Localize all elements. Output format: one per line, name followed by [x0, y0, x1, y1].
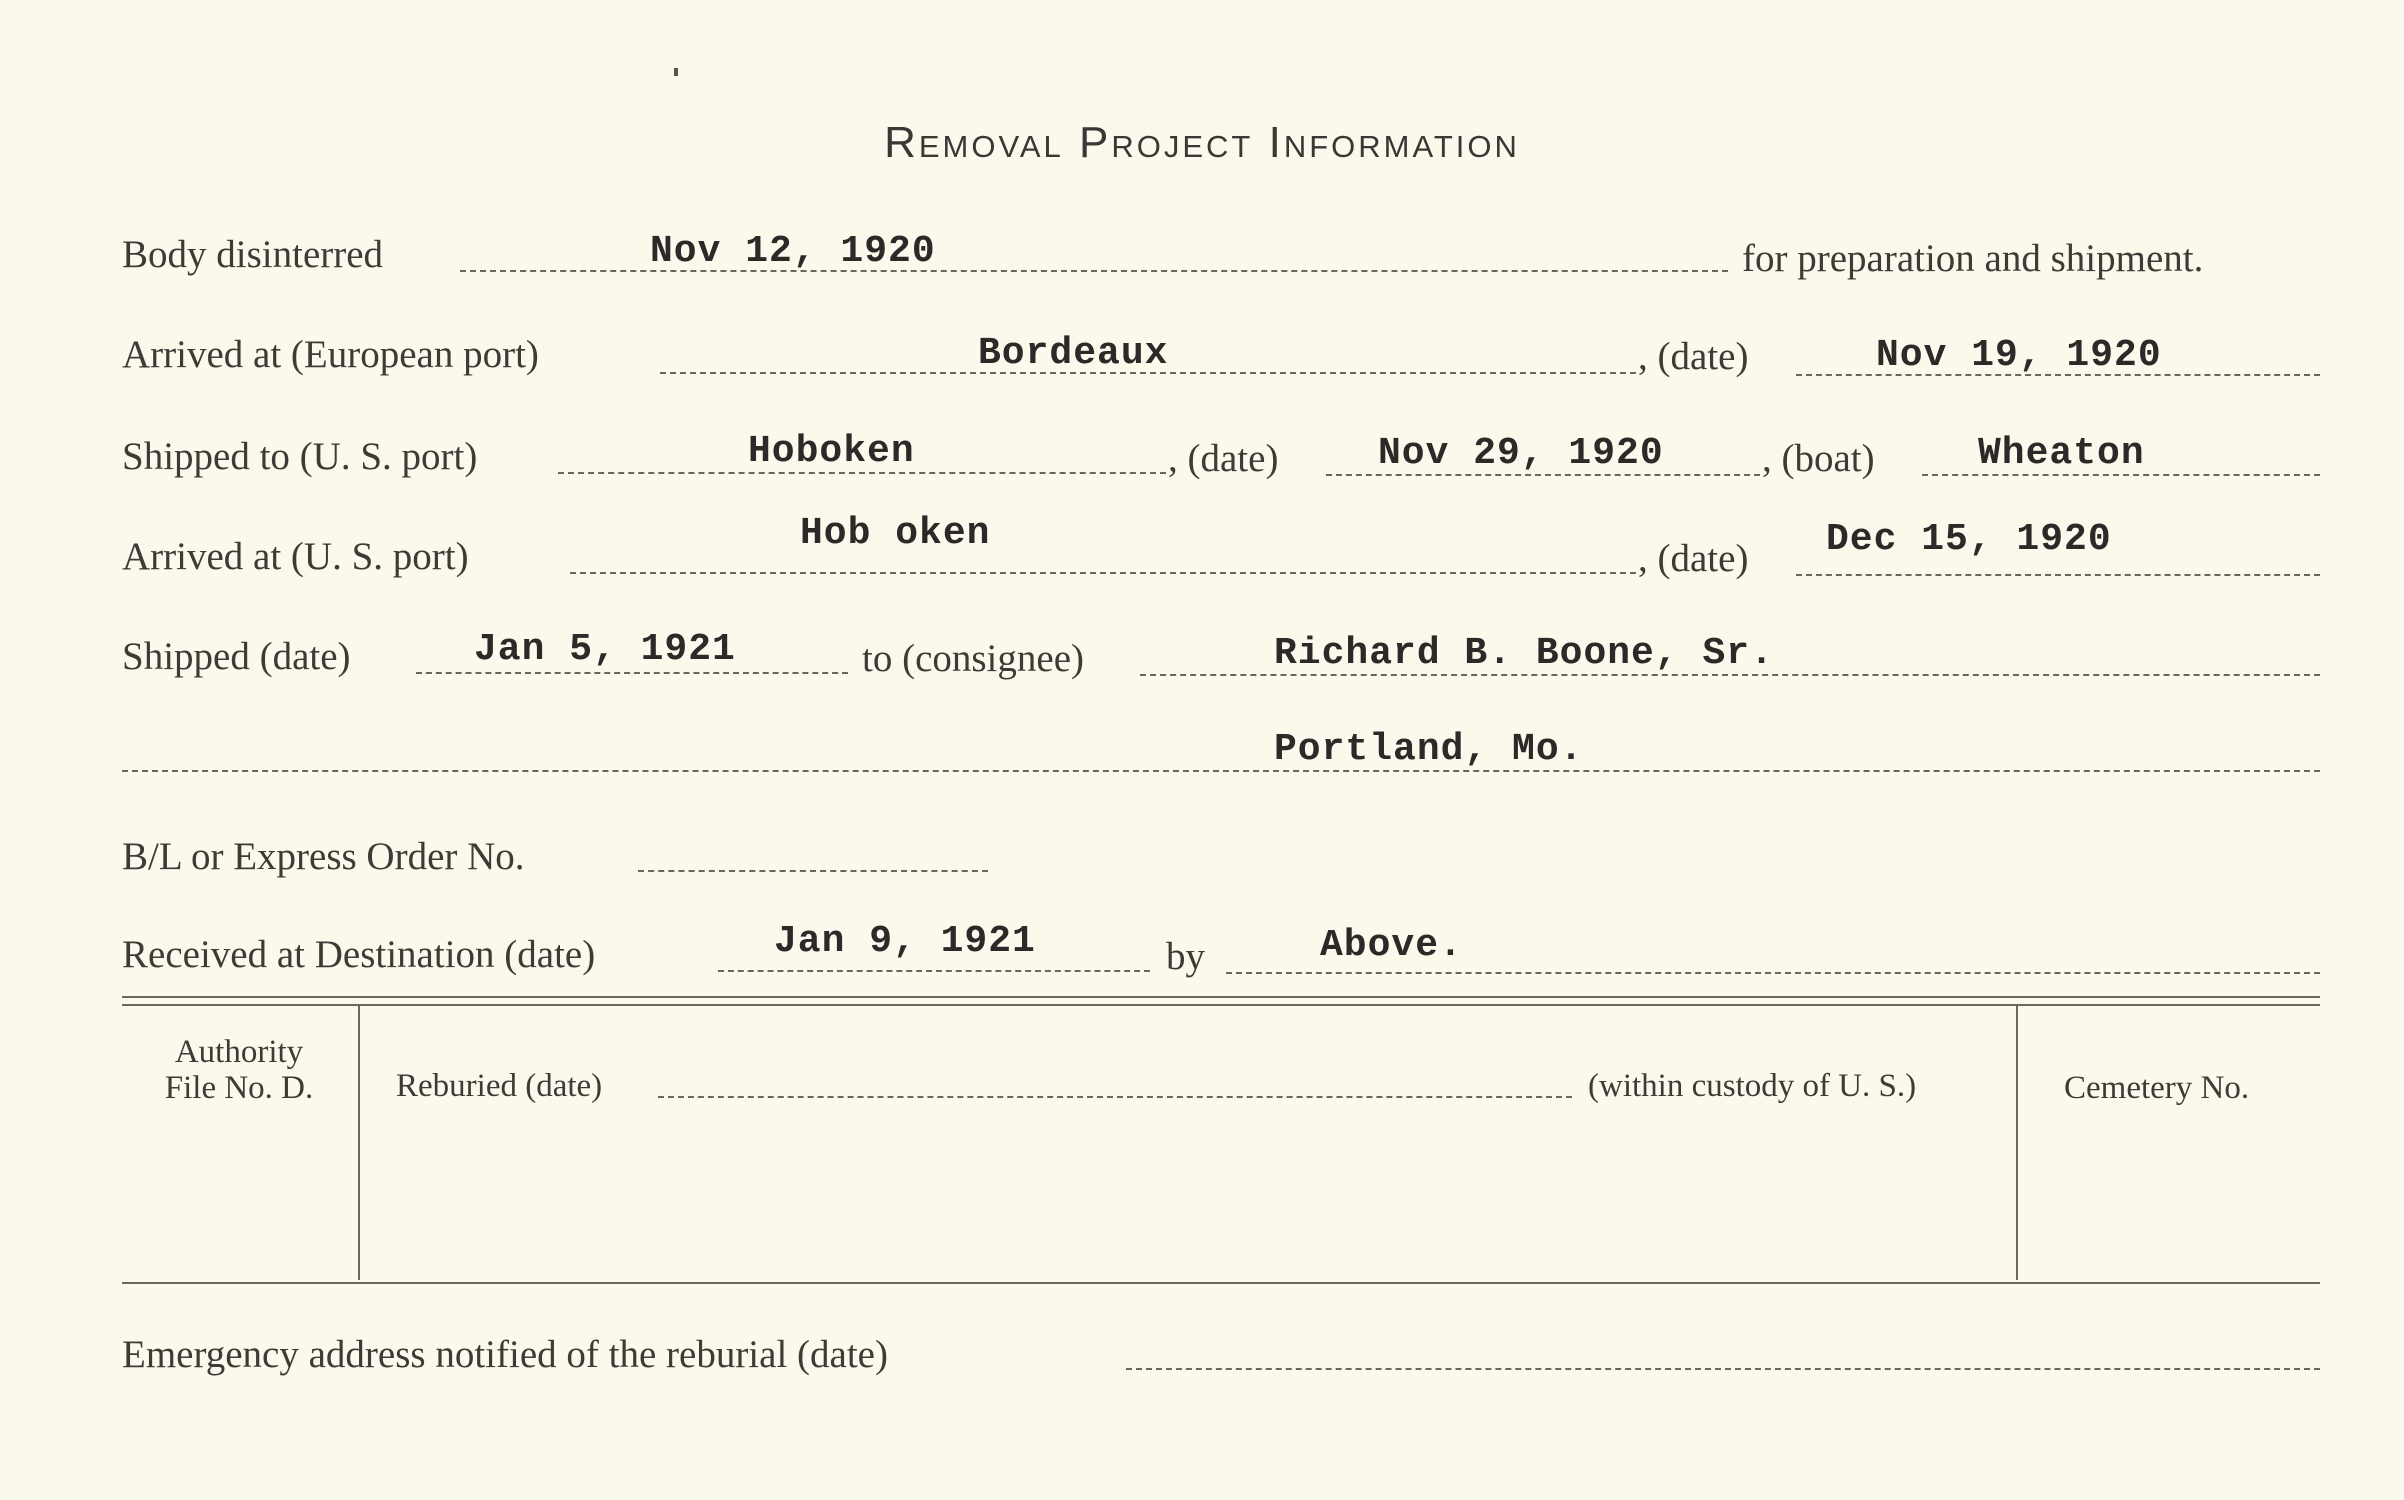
shipped-date-value: Jan 5, 1921	[474, 628, 736, 671]
authority-line2: File No. D.	[164, 1070, 314, 1106]
arrived-us-date: Dec 15, 1920	[1826, 518, 2112, 561]
arrived-us-value: Hob oken	[800, 512, 991, 555]
arrived-us-label: Arrived at (U. S. port)	[122, 535, 469, 578]
authority-line1: Authority	[174, 1034, 304, 1070]
reburied-line	[658, 1096, 1572, 1098]
consignee-line1: Richard B. Boone, Sr.	[1274, 632, 1774, 675]
boat-label: , (boat)	[1762, 437, 1875, 480]
by-label: by	[1166, 935, 1205, 978]
box-divider-right	[2016, 1006, 2018, 1280]
received-line	[718, 970, 1150, 972]
arrived-european-date-label: , (date)	[1638, 335, 1749, 378]
arrived-us-date-line	[1796, 574, 2320, 576]
box-top-rule-2	[122, 1004, 2320, 1006]
bl-label: B/L or Express Order No.	[122, 835, 525, 878]
boat-value: Wheaton	[1978, 432, 2145, 475]
consignee-line2: Portland, Mo.	[1274, 728, 1584, 771]
ink-mark	[674, 68, 678, 76]
consignee-line-2-dots	[122, 770, 2320, 772]
body-disinterred-suffix: for preparation and shipment.	[1742, 237, 2204, 280]
box-divider-left	[358, 1006, 360, 1280]
arrived-european-label: Arrived at (European port)	[122, 333, 539, 376]
shipped-date-label: Shipped (date)	[122, 635, 351, 678]
arrived-us-line	[570, 572, 1636, 574]
page-title: Removal Project Information	[884, 118, 1520, 167]
cemetery-label: Cemetery No.	[2064, 1070, 2250, 1106]
emergency-label: Emergency address notified of the reburial (date)	[122, 1333, 888, 1376]
reburied-label: Reburied (date)	[396, 1068, 603, 1104]
box-bottom-rule	[122, 1282, 2320, 1284]
by-value: Above.	[1320, 924, 1463, 967]
bl-line	[638, 870, 988, 872]
by-line	[1226, 972, 2320, 974]
custody-label: (within custody of U. S.)	[1588, 1068, 1917, 1104]
shipped-us-date-label: , (date)	[1168, 437, 1279, 480]
arrived-european-date: Nov 19, 1920	[1876, 334, 2162, 377]
authority-label	[130, 1034, 348, 1106]
shipped-us-date: Nov 29, 1920	[1378, 432, 1664, 475]
consignee-label: to (consignee)	[862, 637, 1085, 680]
received-value: Jan 9, 1921	[774, 920, 1036, 963]
arrived-european-value: Bordeaux	[978, 332, 1169, 375]
received-label: Received at Destination (date)	[122, 933, 596, 976]
emergency-line	[1126, 1368, 2320, 1370]
arrived-us-date-label: , (date)	[1638, 537, 1749, 580]
box-top-rule-1	[122, 996, 2320, 998]
shipped-us-value: Hoboken	[748, 430, 915, 473]
shipped-date-line	[416, 672, 848, 674]
body-disinterred-label: Body disinterred	[122, 233, 384, 276]
body-disinterred-value: Nov 12, 1920	[650, 230, 936, 273]
shipped-us-label: Shipped to (U. S. port)	[122, 435, 478, 478]
